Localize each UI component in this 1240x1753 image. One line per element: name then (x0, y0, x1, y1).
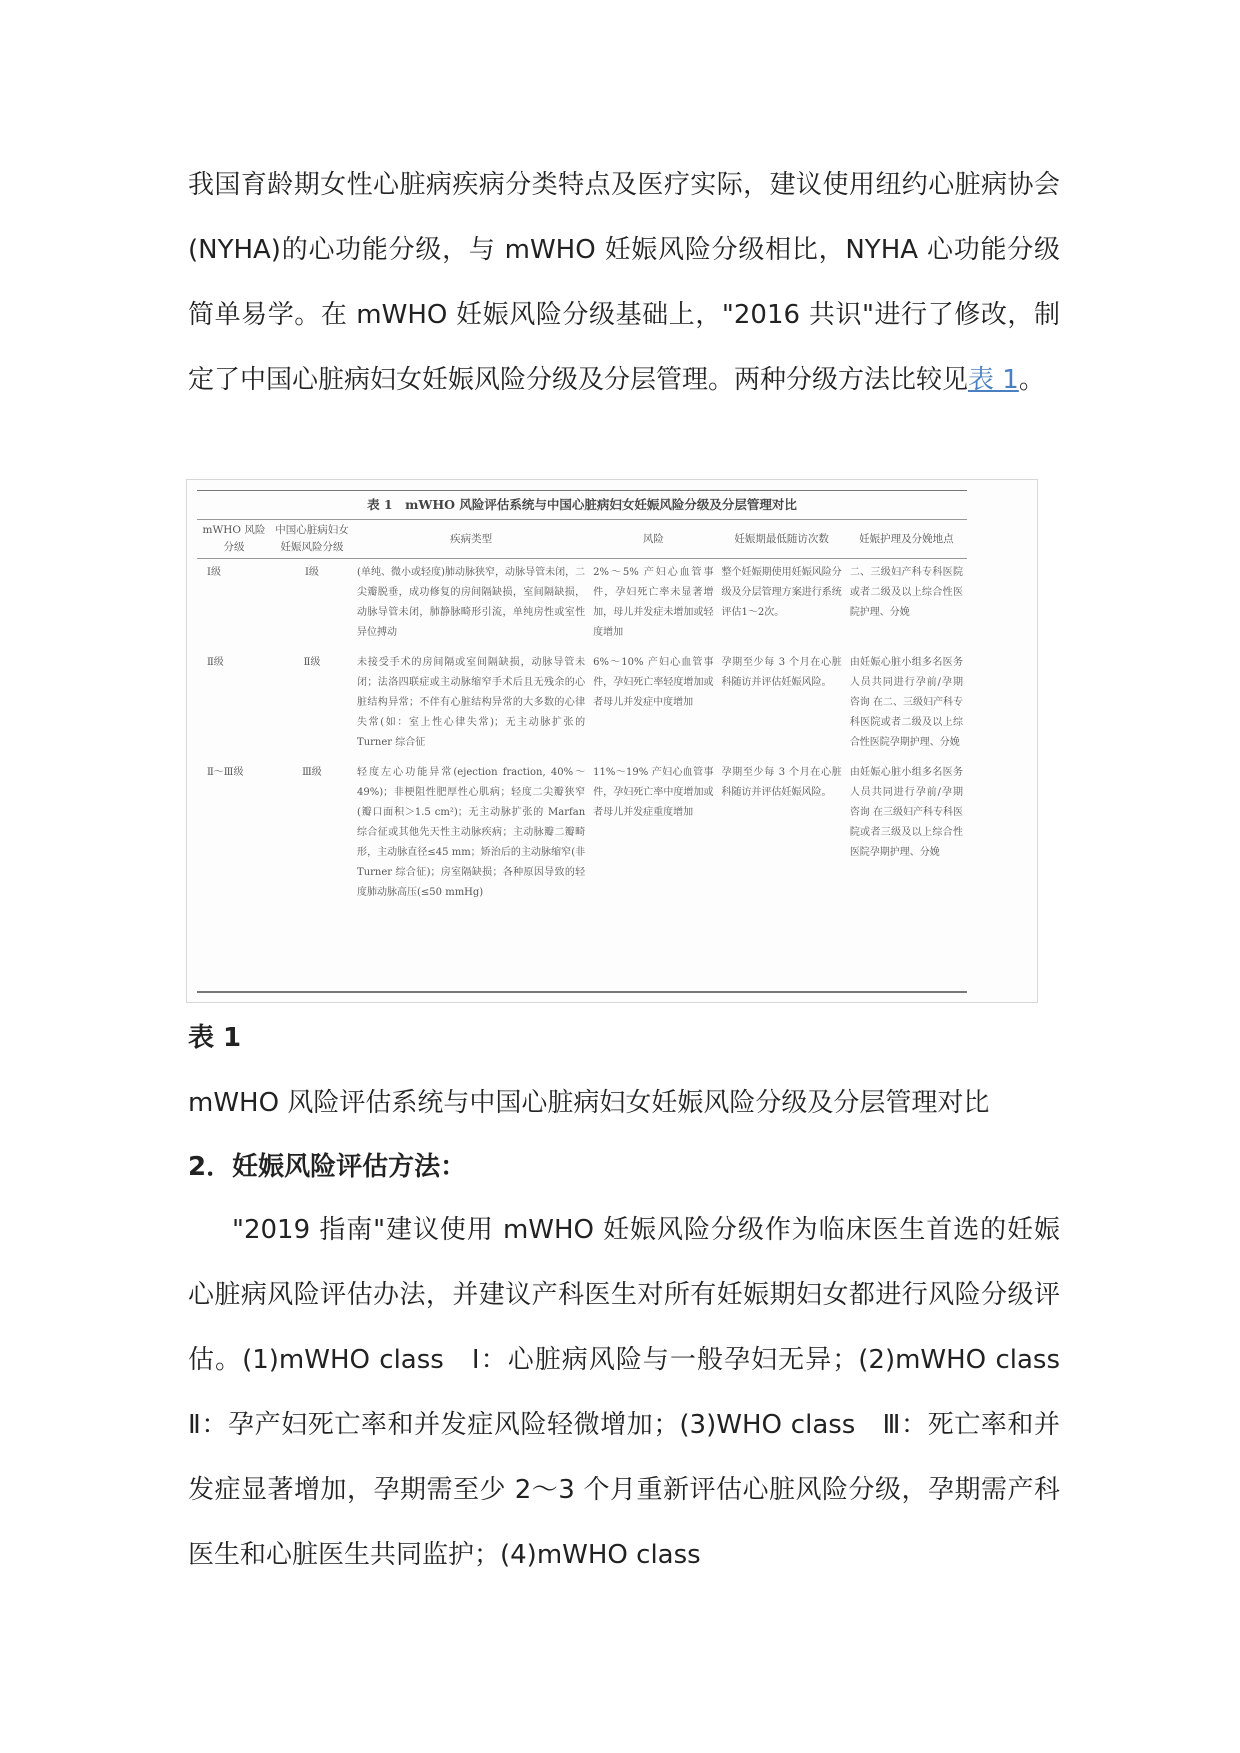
cell-disease: 轻度左心功能异常(ejection fraction, 40%～49%)；非梗阻性肥厚性心肌病；轻度二尖瓣狭窄(瓣口面积＞1.5 cm²)；无主动脉扩张的 Marfan 综合征或其他先天性主动脉疾病；主动脉瓣二瓣畸形，主动脉直径≤45 mm；矫治后的主动脉缩窄(非 Turner 综合征)；房室隔缺损；各种原因导致的轻度肺动脉高压(≤50 mmHg) (357, 767, 586, 898)
table-row (197, 759, 967, 909)
cell-mwho: Ⅱ～Ⅲ级 (207, 767, 244, 778)
table-row (197, 649, 967, 759)
body-paragraph: "2019 指南"建议使用 mWHO 妊娠风险分级作为临床医生首选的妊娠心脏病风险评估办法，并建议产科医生对所有妊娠期妇女都进行风险分级评估。(1)mWHO class Ⅰ：心脏病风险与一般孕妇无异；(2)mWHO class Ⅱ：孕产妇死亡率和并发症风险轻微增加；(3)WHO class Ⅲ：死亡率和并发症显著增加，孕期需至少 2～3 个月重新评估心脏风险分级，孕期需产科医生和心脏医生共同监护；(4)mWHO class (188, 1215, 1087, 1570)
intro-text: 我国育龄期女性心脏病疾病分类特点及医疗实际，建议使用纽约心脏病协会(NYHA)的心功能分级，与 mWHO 妊娠风险分级相比，NYHA 心功能分级简单易学。在 mWHO 妊娠风险分级基础上，"2016 共识"进行了修改，制定了中国心脏病妇女妊娠风险分级及分层管理。两种分级方法比较见 (188, 170, 1060, 395)
cell-mwho: Ⅰ级 (207, 567, 221, 578)
table-row (197, 559, 967, 650)
cell-risk: 2%～5% 产妇心血管事件，孕妇死亡率未显著增加，母儿并发症未增加或轻度增加 (593, 567, 714, 638)
header-risk: 风险 (589, 520, 717, 559)
cell-care: 由妊娠心脏小组多名医务人员共同进行孕前/孕期咨询 在三级妇产科专科医院或者三级及以上综合性医院孕期护理、分娩 (849, 767, 963, 858)
risk-table (197, 519, 967, 909)
cell-mwho: Ⅱ级 (207, 657, 224, 668)
table-image-figure (186, 479, 1038, 1003)
section-heading: 2．妊娠风险评估方法： (188, 1152, 467, 1182)
cell-cn-level: Ⅱ级 (303, 657, 321, 668)
header-mwho: mWHO 风险分级 (197, 520, 271, 559)
table-image-caption: 表 1 mWHO 风险评估系统与中国心脏病妇女妊娠风险分级及分层管理对比 (367, 497, 797, 512)
cell-risk: 6%～10% 产妇心血管事件，孕妇死亡率轻度增加或者母儿并发症中度增加 (593, 657, 714, 708)
table-header-row (197, 520, 967, 559)
table-1-link[interactable]: 表 1 (968, 365, 1019, 395)
cell-risk: 11%～19% 产妇心血管事件，孕妇死亡率中度增加或者母儿并发症重度增加 (593, 767, 714, 818)
intro-text-end: 。 (1018, 365, 1045, 395)
cell-care: 二、三级妇产科专科医院或者二级及以上综合性医院护理、分娩 (849, 567, 963, 618)
cell-cn-level: Ⅰ级 (304, 567, 319, 578)
cell-followup: 孕期至少每 3 个月在心脏科随访并评估妊娠风险。 (721, 657, 842, 688)
header-disease: 疾病类型 (353, 520, 589, 559)
cell-cn-level: Ⅲ级 (302, 767, 322, 778)
cell-followup: 整个妊娠期使用妊娠风险分级及分层管理方案进行系统评估1～2次。 (721, 567, 842, 618)
table-title: mWHO 风险评估系统与中国心脏病妇女妊娠风险分级及分层管理对比 (188, 1088, 990, 1118)
cell-care: 由妊娠心脏小组多名医务人员共同进行孕前/孕期咨询 在二、三级妇产科专科医院或者二级及以上综合性医院孕期护理、分娩 (849, 657, 963, 748)
cell-followup: 孕期至少每 3 个月在心脏科随访并评估妊娠风险。 (721, 767, 842, 798)
header-followup: 妊娠期最低随访次数 (717, 520, 845, 559)
cell-disease: (单纯、微小或轻度)肺动脉狭窄，动脉导管未闭，二尖瓣脱垂，成功修复的房间隔缺损，室间隔缺损，动脉导管未闭，肺静脉畸形引流，单纯房性或室性异位搏动 (357, 567, 586, 638)
comparison-table (197, 490, 967, 993)
cell-disease: 未接受手术的房间隔或室间隔缺损，动脉导管未闭；法洛四联症或主动脉缩窄手术后且无残余的心脏结构异常；不伴有心脏结构异常的大多数的心律失常(如：室上性心律失常)；无主动脉扩张的 Turner 综合征 (357, 657, 586, 748)
header-cn-level: 中国心脏病妇女妊娠风险分级 (271, 520, 353, 559)
header-care: 妊娠护理及分娩地点 (846, 520, 967, 559)
intro-paragraph (188, 153, 1060, 413)
table-label: 表 1 (188, 1023, 242, 1053)
